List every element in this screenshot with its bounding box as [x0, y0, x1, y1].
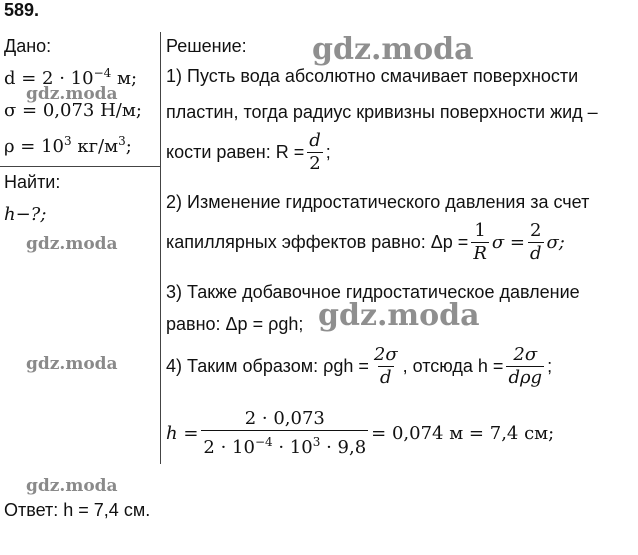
watermark-logo: gdz.moda [318, 298, 480, 333]
fraction-2sigma-over-d: $\frac{2\sigma}{d}$ [373, 344, 398, 388]
find-label: Найти: [4, 172, 61, 192]
solution-label: Решение: [166, 36, 247, 56]
fraction-d-over-2: $\frac{d}{2}$ [309, 130, 321, 174]
step4-line: 4) Таким образом: ρgh = $\frac{2\sigma}{d}$ , отсюда h = $\frac{2\sigma}{\text{dρg}}$ ; [166, 344, 553, 388]
step1-line1: 1) Пусть вода абсолютно смачивает поверхности [166, 66, 579, 86]
watermark-logo: gdz.moda [26, 84, 118, 104]
fraction-1-over-r: $\frac{1}{R}$ [473, 220, 487, 264]
calculation-fraction: $\frac{2 \cdot 0,073}{2 \cdot 10^{-4} \cdot 10^3 \cdot 9,8}$ [203, 408, 367, 458]
calculation-line: h = $\frac{2 \cdot 0,073}{2 \cdot 10^{-4} \cdot 10^3 \cdot 9,8}$ = 0,074 м = 7,4 см; [166, 408, 555, 458]
fraction-2sigma-over-drhog: $\frac{2\sigma}{\text{dρg}}$ [508, 344, 543, 388]
given-d: $d = 2 \cdot 10^{-4}$ м; [4, 66, 138, 89]
given-sigma: σ = 0,073 Н/м; [4, 100, 142, 121]
step1-line2: пластин, тогда радиус кривизны поверхности жид – [166, 102, 598, 122]
watermark-logo: gdz.moda [26, 476, 118, 496]
answer: Ответ: h = 7,4 см. [4, 500, 151, 520]
watermark-logo: gdz.moda [26, 354, 118, 374]
horizontal-divider [0, 166, 160, 167]
step3-line2: равно: Δp = ρgh; [166, 314, 304, 334]
watermark-logo: gdz.moda [26, 234, 118, 254]
vertical-divider [160, 32, 161, 464]
step2-line1: 2) Изменение гидростатического давления за счет [166, 192, 590, 212]
fraction-2-over-d: $\frac{2}{d}$ [529, 220, 542, 264]
problem-number: 589. [4, 0, 40, 20]
watermark-logo: gdz.moda [312, 32, 474, 67]
find-h: h−?; [4, 204, 47, 225]
step1-line3: кости равен: R = $\frac{d}{2}$ ; [166, 130, 331, 174]
given-label: Дано: [4, 36, 52, 56]
step3-line1: 3) Также добавочное гидростатическое давление [166, 282, 580, 302]
step2-line2: капиллярных эффектов равно: Δp = $\frac{1}{R}$ σ = $\frac{2}{d}$ σ; [166, 220, 565, 264]
given-rho: $\rho = 10^3$ $кг/м^3$; [4, 134, 132, 157]
